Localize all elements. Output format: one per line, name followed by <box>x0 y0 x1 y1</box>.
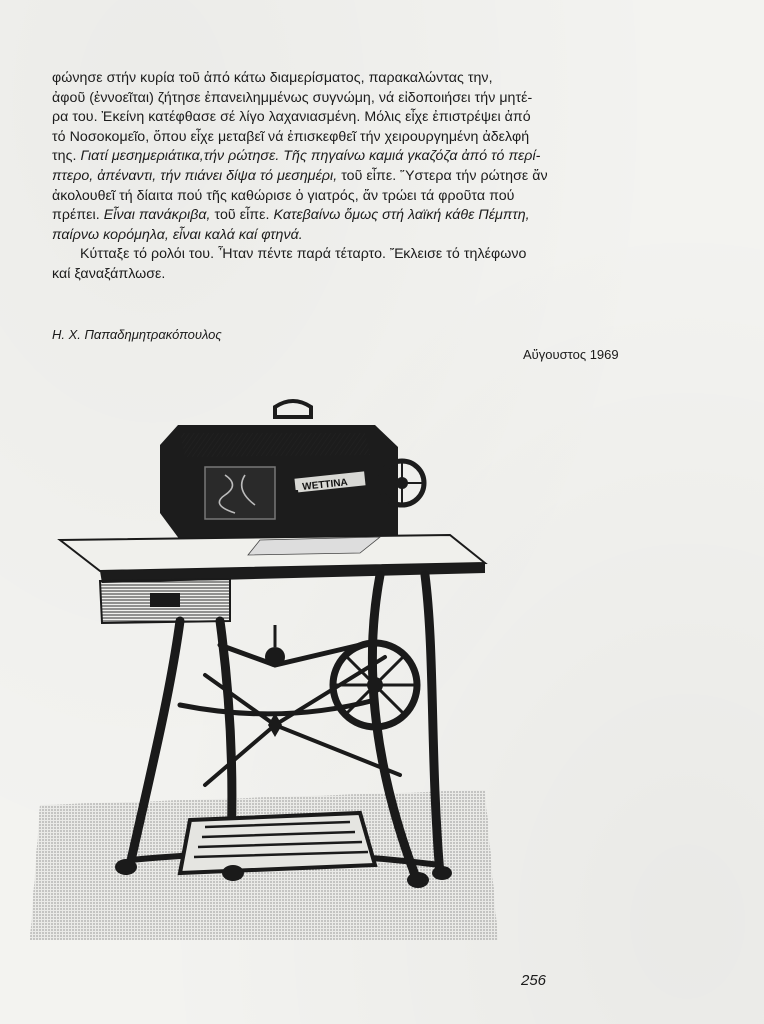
text-span: ἀφοῦ (ἐννοεῖται) ζήτησε ἐπανειλημμένως συγνώμη, νά εἰδοποιήσει τήν μητέ- <box>52 89 533 106</box>
text-span: της. <box>52 148 81 165</box>
body-text <box>52 69 642 285</box>
text-span: τοῦ εἶπε. <box>210 207 274 224</box>
text-span: τοῦ εἶπε. Ὕστερα τήν ρώτησε ἄν <box>337 167 548 184</box>
text-line <box>52 89 642 109</box>
text-span: καί ξαναξάπλωσε. <box>52 265 166 282</box>
italic-span: Εἶναι πανάκριβα, <box>103 207 211 224</box>
brand-label: WETTINA <box>301 477 349 493</box>
text-line <box>52 108 642 128</box>
text-line <box>52 128 642 148</box>
text-span: Κύτταξε τό ρολόι του. Ἦταν πέντε παρά τέταρτο. Ἔκλεισε τό τηλέφωνο <box>80 246 527 263</box>
text-line <box>52 147 642 167</box>
date-line: Αὔγουστος 1969 <box>523 347 619 362</box>
text-span: πρέπει. <box>52 207 104 224</box>
text-line <box>52 265 642 285</box>
page-number: 256 <box>521 972 547 989</box>
italic-span: πτερο, ἀπέναντι, τήν πιάνει δίψα τό μεσημέρι, <box>52 167 338 184</box>
text-span: ρα του. Ἐκείνη κατέφθασε σέ λίγο λαχανιασμένη. Μόλις εἶχε ἐπιστρέψει ἀπό <box>52 109 531 126</box>
machine-case <box>160 401 424 545</box>
flywheel <box>333 643 417 727</box>
text-line <box>52 245 642 265</box>
text-span: ἀκολουθεῖ τή δίαιτα πού τῆς καθώρισε ὁ γιατρός, ἄν τρώει τά φροῦτα πού <box>52 187 515 204</box>
italic-span: παίρνω κορόμηλα, εἶναι καλά καί φτηνά. <box>52 226 303 243</box>
text-span: τό Νοσοκομεῖο, ὅπου εἶχε μεταβεῖ νά ἐπισκεφθεῖ τήν χειρουργημένη ἀδελφή <box>52 128 530 145</box>
text-line <box>52 226 642 246</box>
text-line <box>52 187 642 207</box>
text-span: φώνησε στήν κυρία τοῦ ἀπό κάτω διαμερίσματος, παρακαλώντας την, <box>52 70 493 86</box>
paragraph <box>52 69 642 245</box>
drawer <box>100 579 230 623</box>
italic-span: Γιατί μεσημεριάτικα,τήν ρώτησε. Τῆς πηγαίνω καμιά γκαζόζα ἀπό τό περί- <box>80 148 541 165</box>
paragraph <box>52 245 642 284</box>
text-line <box>52 206 642 226</box>
text-line <box>52 167 642 187</box>
sewing-machine-illustration <box>30 395 500 955</box>
treadle <box>180 813 375 873</box>
italic-span: Κατεβαίνω ὅμως στή λαϊκή κάθε Πέμπτη, <box>273 207 530 224</box>
text-line <box>52 69 642 89</box>
author-signature: Η. Χ. Παπαδημητρακόπουλος <box>52 327 222 342</box>
